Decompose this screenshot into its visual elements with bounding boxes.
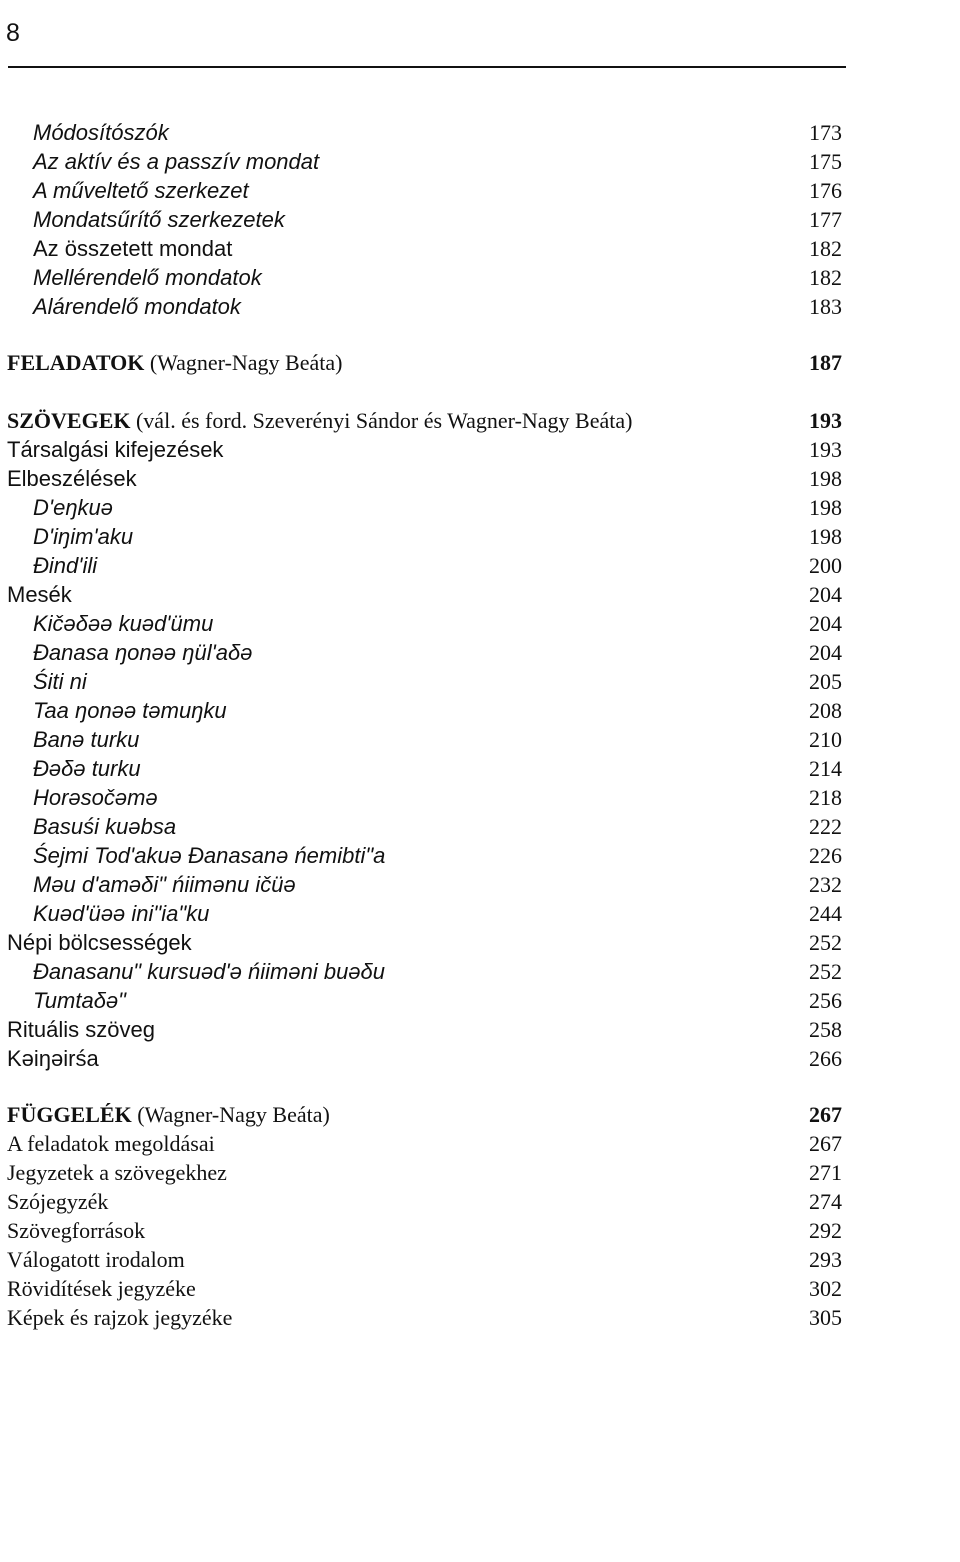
toc-entry-title: Śiti ni xyxy=(33,669,87,694)
toc-section-heading: FÜGGELÉK xyxy=(7,1102,132,1127)
toc-section-page: 187 xyxy=(809,350,842,375)
toc-entry-title: Đanasanu" kursuəd'ə ńiiməni buəδu xyxy=(33,959,386,984)
toc-entry-page: 252 xyxy=(809,930,842,955)
toc-entry-page: 256 xyxy=(809,988,842,1013)
toc-entry-page: 175 xyxy=(809,149,842,174)
toc-entry-title: Az aktív és a passzív mondat xyxy=(33,149,320,174)
toc-entry xyxy=(0,176,960,206)
toc-entry-page: 200 xyxy=(809,553,842,578)
toc-entry-title: A feladatok megoldásai xyxy=(7,1131,215,1156)
toc-entry-page: 176 xyxy=(809,178,842,203)
toc-entry-page: 204 xyxy=(809,582,842,607)
toc-entry xyxy=(0,1044,960,1074)
toc-entry xyxy=(0,812,960,842)
toc-entry-title: Đind'ili xyxy=(33,553,98,578)
toc-entry-page: 204 xyxy=(809,611,842,636)
toc-entry xyxy=(0,234,960,264)
toc-entry-title: Kəiŋəirśa xyxy=(7,1046,99,1071)
toc-entry xyxy=(0,986,960,1016)
toc-entry-page: 198 xyxy=(809,495,842,520)
toc-entry-title: A műveltető szerkezet xyxy=(33,178,249,203)
toc-entry-page: 214 xyxy=(809,756,842,781)
toc-entry-title: Đəδə turku xyxy=(33,756,141,781)
toc-entry xyxy=(0,1015,960,1045)
toc-section-title xyxy=(7,406,632,436)
toc-entry xyxy=(0,1303,960,1333)
toc-entry-page: 183 xyxy=(809,294,842,319)
toc-entry-page: 232 xyxy=(809,872,842,897)
toc-entry xyxy=(0,1216,960,1246)
toc-entry-title: Jegyzetek a szövegekhez xyxy=(7,1160,227,1185)
toc-entry-page: 205 xyxy=(809,669,842,694)
toc-section-heading: SZÖVEGEK xyxy=(7,408,131,433)
toc-entry-page: 198 xyxy=(809,466,842,491)
toc-entry xyxy=(0,957,960,987)
toc-entry-title: Szójegyzék xyxy=(7,1189,109,1214)
toc-entry-title: Śejmi Tod'akuə Đanasanə ńemibti"a xyxy=(33,843,386,868)
toc-entry-page: 173 xyxy=(809,120,842,145)
toc-entry xyxy=(0,1187,960,1217)
toc-entry-page: 210 xyxy=(809,727,842,752)
toc-entry-title: Társalgási kifejezések xyxy=(7,437,224,462)
toc-entry-page: 182 xyxy=(809,236,842,261)
toc-entry xyxy=(0,899,960,929)
toc-entry-page: 218 xyxy=(809,785,842,810)
toc-entry xyxy=(0,1158,960,1188)
toc-entry xyxy=(0,638,960,668)
toc-entry xyxy=(0,783,960,813)
toc-entry xyxy=(0,464,960,494)
toc-entry-title: Rövidítések jegyzéke xyxy=(7,1276,196,1301)
toc-entry-title: Rituális szöveg xyxy=(7,1017,155,1042)
toc-entry-page: 182 xyxy=(809,265,842,290)
toc-section xyxy=(0,348,960,378)
toc-entry xyxy=(0,1129,960,1159)
toc-entry xyxy=(0,493,960,523)
toc-entry xyxy=(0,522,960,552)
page-number: 8 xyxy=(6,19,20,47)
toc-entry xyxy=(0,147,960,177)
toc-entry-page: 198 xyxy=(809,524,842,549)
toc-entry-title: Mondatsűrítő szerkezetek xyxy=(33,207,285,232)
toc-entry xyxy=(0,205,960,235)
toc-entry xyxy=(0,725,960,755)
toc-entry-title: D'eŋkuə xyxy=(33,495,114,520)
toc-entry xyxy=(0,609,960,639)
toc-entry xyxy=(0,928,960,958)
toc-entry-page: 244 xyxy=(809,901,842,926)
toc-entry-title: Mellérendelő mondatok xyxy=(33,265,262,290)
toc-section-credit: (Wagner-Nagy Beáta) xyxy=(144,350,343,375)
toc-entry xyxy=(0,696,960,726)
toc-entry xyxy=(0,118,960,148)
toc-entry xyxy=(0,754,960,784)
toc-entry-title: Népi bölcsességek xyxy=(7,930,192,955)
toc-entry-page: 204 xyxy=(809,640,842,665)
toc-entry-title: Mesék xyxy=(7,582,72,607)
toc-entry-page: 258 xyxy=(809,1017,842,1042)
toc-entry-page: 305 xyxy=(809,1305,842,1330)
toc-entry-page: 292 xyxy=(809,1218,842,1243)
toc-entry-title: Horəsočəmə xyxy=(33,785,158,810)
toc-entry-title: Basuśi kuəbsa xyxy=(33,814,177,839)
toc-entry-title: Banə turku xyxy=(33,727,140,752)
toc-entry-page: 274 xyxy=(809,1189,842,1214)
toc-entry-title: Képek és rajzok jegyzéke xyxy=(7,1305,233,1330)
toc-entry-title: Válogatott irodalom xyxy=(7,1247,185,1272)
toc-section-title xyxy=(7,348,342,378)
toc-section-page: 193 xyxy=(809,408,842,433)
toc-entry-title: Módosítószók xyxy=(33,120,169,145)
toc-entry xyxy=(0,292,960,322)
toc-entry xyxy=(0,870,960,900)
toc-entry-page: 267 xyxy=(809,1131,842,1156)
toc-entry-page: 252 xyxy=(809,959,842,984)
toc-entry-page: 177 xyxy=(809,207,842,232)
toc-entry xyxy=(0,580,960,610)
toc-entry xyxy=(0,551,960,581)
toc-section-page: 267 xyxy=(809,1102,842,1127)
toc-entry-title: Az összetett mondat xyxy=(33,236,233,261)
toc-entry-title: Məu d'aməδi" ńiimənu ičüə xyxy=(33,872,296,897)
toc-entry-page: 193 xyxy=(809,437,842,462)
toc-entry-title: Kičəδəə kuəd'ümu xyxy=(33,611,214,636)
toc-entry-title: Alárendelő mondatok xyxy=(33,294,241,319)
toc-entry-title: Kuəd'üəə ini"ia"ku xyxy=(33,901,210,926)
toc-entry xyxy=(0,263,960,293)
toc-entry xyxy=(0,435,960,465)
toc-section xyxy=(0,406,960,436)
toc-entry-title: Tumtaδə" xyxy=(33,988,126,1013)
toc-entry-title: Đanasa ŋonəə ŋül'aδə xyxy=(33,640,253,665)
toc-entry-title: D'iŋim'aku xyxy=(33,524,134,549)
toc-entry-title: Elbeszélések xyxy=(7,466,137,491)
toc-entry-page: 302 xyxy=(809,1276,842,1301)
toc-entry-page: 293 xyxy=(809,1247,842,1272)
toc-entry-title: Szövegforrások xyxy=(7,1218,146,1243)
toc-entry-title: Taa ŋonəə təmuŋku xyxy=(33,698,227,723)
toc-entry-page: 208 xyxy=(809,698,842,723)
toc-section-credit: (Wagner-Nagy Beáta) xyxy=(131,1102,330,1127)
toc-section-heading: FELADATOK xyxy=(7,350,145,375)
toc-section-credit: (vál. és ford. Szeverényi Sándor és Wagner-Nagy Beáta) xyxy=(130,408,633,433)
toc-entry-page: 271 xyxy=(809,1160,842,1185)
toc-entry-page: 266 xyxy=(809,1046,842,1071)
toc-entry xyxy=(0,1274,960,1304)
toc-entry-page: 222 xyxy=(809,814,842,839)
toc-entry xyxy=(0,841,960,871)
toc-entry xyxy=(0,1245,960,1275)
toc-entry xyxy=(0,667,960,697)
toc-entry-page: 226 xyxy=(809,843,842,868)
toc-section xyxy=(0,1100,960,1130)
toc-section-title xyxy=(7,1100,330,1130)
